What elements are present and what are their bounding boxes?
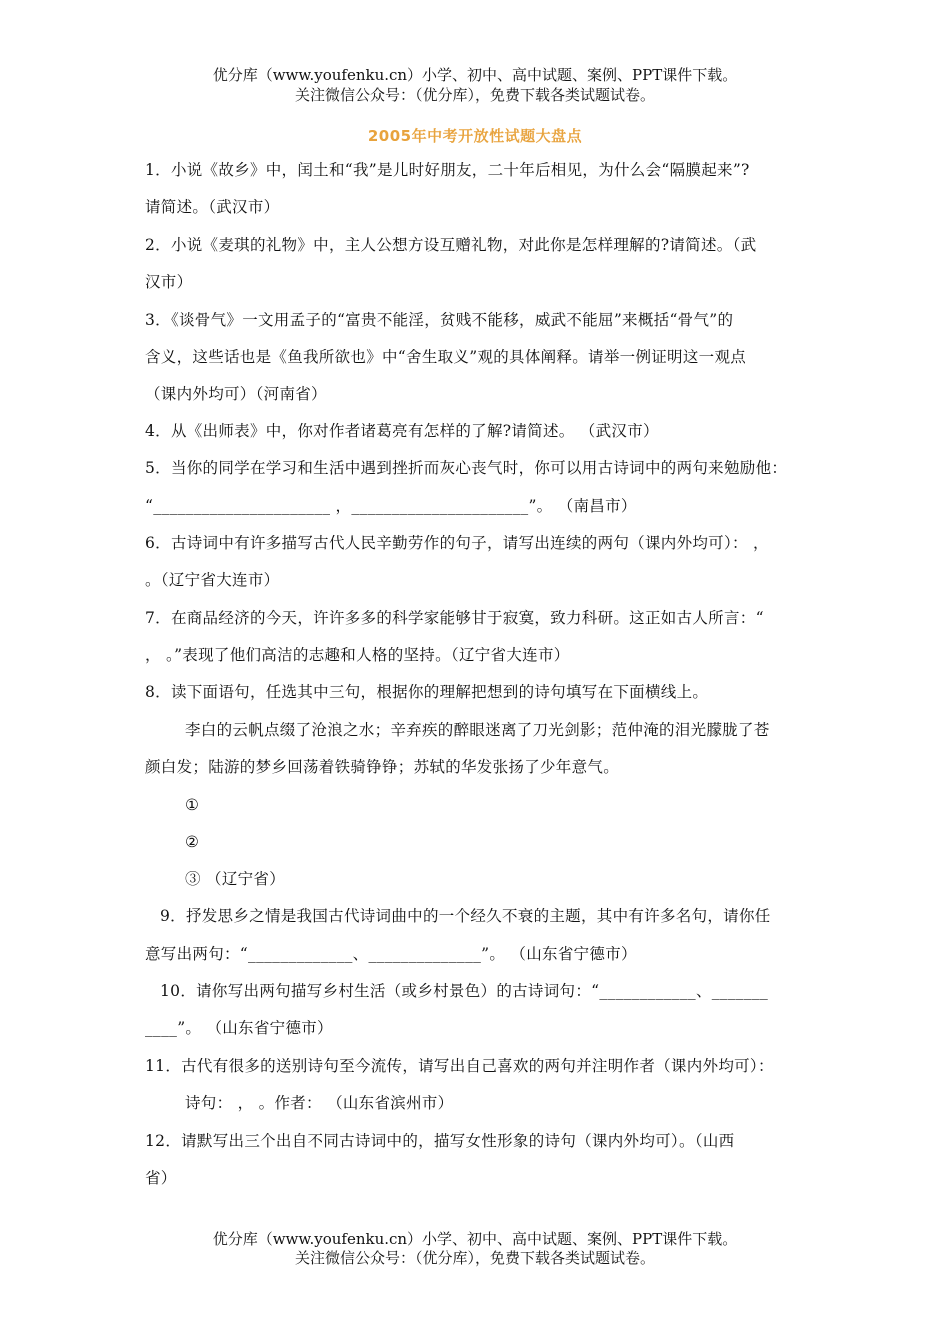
document-title: 2005年中考开放性试题大盘点 bbox=[367, 127, 583, 145]
text-line: 1．小说《故乡》中，闰土和“我”是儿时好朋友，二十年后相见，为什么会“隔膜起来”? bbox=[145, 161, 750, 179]
header-line-1: 优分库（www.youfenku.cn）小学、初中、高中试题、案例、PPT课件下载。 bbox=[212, 66, 738, 84]
text-line: ， 。”表现了他们高洁的志趣和人格的坚持。（辽宁省大连市） bbox=[145, 646, 570, 664]
text-line: 省） bbox=[145, 1169, 177, 1187]
text-line: “______________________ ，______________________”。 （南昌市） bbox=[145, 497, 637, 515]
footer-line-2: 关注微信公众号：（优分库），免费下载各类试题试卷。 bbox=[294, 1249, 655, 1267]
text-line: 2．小说《麦琪的礼物》中，主人公想方设互赠礼物，对此你是怎样理解的?请简述。（武 bbox=[145, 236, 757, 254]
text-line: ② bbox=[185, 833, 200, 851]
text-line: 汉市） bbox=[145, 273, 193, 291]
text-line: （课内外均可）（河南省） bbox=[145, 385, 327, 403]
text-line: ____”。 （山东省宁德市） bbox=[145, 1019, 333, 1037]
text-line: 6．古诗词中有许多描写古代人民辛勤劳作的句子，请写出连续的两句（课内外均可）： ， bbox=[145, 534, 769, 552]
text-line: ③ （辽宁省） bbox=[185, 870, 286, 888]
text-line: 8．读下面语句，任选其中三句，根据你的理解把想到的诗句填写在下面横线上。 bbox=[145, 683, 709, 701]
text-line: 。（辽宁省大连市） bbox=[145, 571, 280, 589]
text-line: 9．抒发思乡之情是我国古代诗词曲中的一个经久不衰的主题，其中有许多名句，请你任 bbox=[160, 907, 771, 925]
text-line: 请简述。（武汉市） bbox=[145, 198, 280, 216]
text-line: 12．请默写出三个出自不同古诗词中的，描写女性形象的诗句（课内外均可）。（山西 bbox=[145, 1132, 735, 1150]
text-line: 含义，这些话也是《鱼我所欲也》中“舍生取义”观的具体阐释。请举一例证明这一观点 bbox=[145, 348, 747, 366]
text-line: 11．古代有很多的送别诗句至今流传，请写出自己喜欢的两句并注明作者（课内外均可）： bbox=[145, 1057, 774, 1075]
text-line: ① bbox=[185, 796, 200, 814]
text-line: 李白的云帆点缀了沧浪之水；辛弃疾的醉眼迷离了刀光剑影；范仲淹的泪光朦胧了苍 bbox=[185, 721, 770, 739]
text-line: 10．请你写出两句描写乡村生活（或乡村景色）的古诗词句：“____________、_______ bbox=[160, 982, 769, 1000]
text-line: 5．当你的同学在学习和生活中遇到挫折而灰心丧气时，你可以用古诗词中的两句来勉励他： bbox=[145, 459, 788, 477]
text-line: 3．《谈骨气》一文用孟子的“富贵不能淫，贫贱不能移，威武不能屈”来概括“骨气”的 bbox=[145, 311, 734, 329]
footer-line-1: 优分库（www.youfenku.cn）小学、初中、高中试题、案例、PPT课件下载。 bbox=[212, 1230, 738, 1248]
header-line-2: 关注微信公众号：（优分库），免费下载各类试题试卷。 bbox=[294, 86, 655, 104]
text-line: 颜白发；陆游的梦乡回荡着铁骑铮铮；苏轼的华发张扬了少年意气。 bbox=[145, 758, 620, 776]
text-line: 诗句： ， 。作者： （山东省滨州市） bbox=[185, 1094, 454, 1112]
text-line: 7．在商品经济的今天，许许多多的科学家能够甘于寂寞，致力科研。这正如古人所言：“ bbox=[145, 609, 764, 627]
text-line: 4．从《出师表》中，你对作者诸葛亮有怎样的了解?请简述。 （武汉市） bbox=[145, 422, 659, 440]
text-line: 意写出两句：“_____________、______________”。 （山东省宁德市） bbox=[145, 945, 637, 963]
